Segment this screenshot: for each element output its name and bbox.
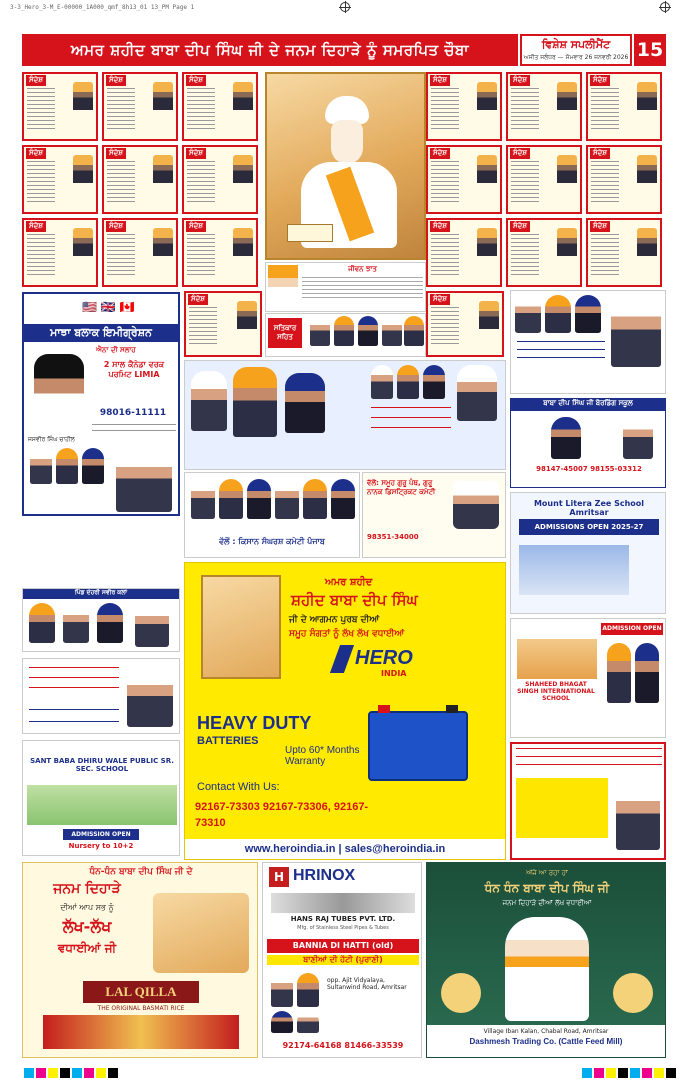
batteries-title: BATTERIES [197,735,259,747]
registration-mark-icon [340,2,350,12]
gurdwara-text: ਵੱਲੋਂ: ਸਮੂਹ ਗੁਰੂ ਪੰਥ, ਗੁਰੂ ਨਾਨਕ ਡਿਸਟ੍ਰਿਕਟ ਕਮੇਟੀ [367,479,436,496]
lalqilla-line3: ਦੀਆਂ ਆਪ ਸਭ ਨੂੰ [60,903,114,912]
dashmesh-footer [427,1025,665,1057]
greeting-label: ਸੰਦੇਸ਼ [510,148,530,159]
greeting-card [102,72,178,141]
dashmesh-portrait [505,917,589,1021]
supplement-badge [520,34,632,66]
dashmesh-top: ਅੱਜੇ ਆ ਰਹਾ ਹਾਂ [526,869,568,877]
admission-open-left[interactable]: ADMISSION OPEN [63,829,139,840]
kisan-committee-name: ਵੱਲੋਂ : ਕਿਸਾਨ ਸੰਘਰਸ਼ ਕਮੇਟੀ ਪੰਜਾਬ [219,537,325,546]
person-photo [637,228,657,256]
bio-mini-portrait [268,265,298,309]
right-greeting-ad [510,742,666,860]
person-photo [247,479,271,519]
students-image [27,785,177,825]
dashmesh-address: Village Iban Kalan, Chabal Road, Amritsar [483,1028,609,1035]
person-photo [607,643,631,703]
hans-raj-name: HANS RAJ TUBES PVT. LTD. [290,915,396,923]
portrait-book [287,224,333,242]
dashmesh-title: ਧੰਨ ਧੰਨ ਬਾਬਾ ਦੀਪ ਸਿੰਘ ਜੀ [484,881,610,895]
cmyk-swatch-icon [606,1068,616,1078]
person-photo [219,479,243,519]
bannia-phone: 92174-64168 81466-33539 [282,1041,404,1050]
admission-open-tag[interactable]: ADMISSION OPEN [601,623,663,635]
person-photo [479,301,499,329]
immigration-offer: 2 ਸਾਲ ਕੈਨੇਡਾ ਵਰਕ ਪਰਮਿਟ LIMIA [103,360,165,379]
baba-deep-singh-portrait [265,72,426,260]
immigration-phone: 98016-11111 [99,408,167,418]
greeting-label: ਸੰਦੇਸ਼ [430,148,450,159]
greeting-card [184,291,262,357]
dashmesh-logo-icon [613,973,653,1013]
print-slug-text: 3-3_Hero_3-M_E-00000_1A000_qmf_8h13_01 13_PM Page 1 [10,4,195,11]
lalqilla-brand: LAL QILLA [83,981,199,1003]
right-tribute-ad [510,290,666,394]
immigration-ad [22,292,180,516]
greeting-label: ਸੰਦੇਸ਼ [590,221,610,232]
hero-logo-sub: INDIA [381,669,407,678]
boarding-school-name: ਬਾਬਾ ਦੀਪ ਸਿੰਘ ਜੀ ਬੋਰਡਿੰਗ ਸਕੂਲ [511,399,665,411]
person-photo [153,155,173,183]
person-photo [616,780,660,850]
immigration-brand: ਮਾਝਾ ਬਲਾਕ ਇਮੀਗ੍ਰੇਸ਼ਨ [24,324,178,342]
greeting-card [426,72,502,141]
greeting-card [182,218,258,287]
greeting-label: ਸੰਦੇਸ਼ [186,75,206,86]
admissions-banner[interactable]: ADMISSIONS OPEN 2025-27 [519,519,659,535]
contact-label: Contact With Us: [197,781,280,793]
school-image [517,639,597,679]
steel-pipes-image [271,893,415,913]
person-photo [575,295,601,333]
tribute-photo-ad [184,360,506,470]
cmyk-swatch-icon [582,1068,592,1078]
greeting-card [102,218,178,287]
greeting-label: ਸੰਦੇਸ਼ [26,75,46,86]
person-photo [297,1011,319,1033]
person-photo [233,82,253,110]
lalqilla-line5: ਵਧਾਈਆਂ ਜੀ [57,941,117,955]
immigration-subtitle: ਐਨਾ ਦੀ ਸਲਾਹ [96,346,136,354]
cmyk-swatch-icon [36,1068,46,1078]
school-building-image [519,545,629,595]
bannia-name: BANNIA DI HATTI (old) [267,939,419,953]
greeting-yellow-panel [516,778,608,838]
greeting-card [102,145,178,214]
person-photo [233,367,277,437]
gurdwara-photo [453,481,499,529]
person-photo [358,316,378,346]
biography-box [265,262,426,312]
person-photo [30,448,52,484]
person-photo [515,295,541,333]
greeting-card [22,218,98,287]
supplement-date: ਅਜੀਤ ਜਲੰਧਰ — ਸੋਮਵਾਰ 26 ਜਨਵਰੀ 2026 [523,54,629,61]
hero-phones: 92167-73303 92167-73306, 92167-73310 [195,801,369,829]
greeting-label: ਸੰਦੇਸ਼ [510,75,530,86]
page-number: 15 [634,34,666,66]
bio-title: ਜੀਵਨ ਝਾਤ [348,265,377,273]
greeting-card [426,218,502,287]
greeting-label: ਸੰਦੇਸ਼ [430,294,450,305]
hrinox-logo-icon: H [269,867,289,887]
person-photo [477,82,497,110]
person-photo [191,371,227,431]
person-photo [310,316,330,346]
greeting-card [506,72,582,141]
warranty-text: Upto 60* Months Warranty [285,745,360,767]
person-photo [116,448,172,512]
greeting-card [426,145,502,214]
person-photo [477,155,497,183]
lalqilla-portrait [153,893,249,973]
village-ad [22,588,180,652]
cmyk-swatch-icon [96,1068,106,1078]
dashmesh-sub: ਜਨਮ ਦਿਹਾੜੇ ਦੀਆਂ ਲੱਖ ਵਧਾਈਆਂ [502,899,592,907]
person-photo [271,1011,293,1033]
hero-bolt-icon [330,645,354,673]
person-photo [56,448,78,484]
hrinox-bannia-ad [262,862,422,1058]
nursery-range: Nursery to 10+2 [68,842,134,850]
greeting-label: ਸੰਦੇਸ਼ [510,221,530,232]
greeting-card [586,145,662,214]
person-photo [63,603,89,643]
person-photo [237,301,257,329]
hans-raj-tag: Mfg. of Stainless Steel Pipes & Tubes [297,925,389,931]
boarding-school-phones: 98147-45007 98155-03312 [536,465,642,473]
person-photo [153,228,173,256]
hero-banner-line2: ਜੀ ਦੇ ਆਗਮਨ ਪੁਰਬ ਦੀਆਂ [289,615,380,625]
person-photo [611,295,661,367]
immigration-agent-photo [34,354,84,430]
person-photo [623,417,653,459]
greeting-card [22,145,98,214]
person-photo [457,365,497,421]
person-photo [334,316,354,346]
school-left-name: SANT BABA DHIRU WALE PUBLIC SR. SEC. SCHOOL [30,757,174,773]
cmyk-swatch-icon [654,1068,664,1078]
heavy-duty-title: HEAVY DUTY [197,713,312,733]
lalqilla-line2: ਜਨਮ ਦਿਹਾੜੇ [53,881,121,897]
shaheed-bhagat-name: SHAHEED BHAGAT SINGH INTERNATIONAL SCHOOL [517,681,595,702]
mount-litera-name: Mount Litera Zee School Amritsar [533,499,645,517]
person-photo [233,228,253,256]
greeting-label: ਸੰਦੇਸ਼ [106,221,126,232]
person-photo [135,603,169,647]
cmyk-swatch-icon [108,1068,118,1078]
supplement-label: ਵਿਸ਼ੇਸ਼ ਸਪਲੀਮੈਂਟ [541,38,611,51]
hero-banner-name: ਸ਼ਹੀਦ ਬਾਬਾ ਦੀਪ ਸਿੰਘ [291,591,418,609]
person-photo [97,603,123,643]
greeting-label: ਸੰਦੇਸ਼ [590,75,610,86]
cmyk-swatch-icon [618,1068,628,1078]
person-photo [371,365,393,399]
greeting-label: ਸੰਦੇਸ਼ [26,148,46,159]
lalqilla-line4: ਲੱਖ-ਲੱਖ [62,917,112,936]
person-photo [404,316,424,346]
dashmesh-logo-icon [441,973,481,1013]
greeting-card [506,145,582,214]
person-photo [477,228,497,256]
greeting-label: ਸੰਦੇਸ਼ [430,221,450,232]
immigration-agent-name: ਜਸਵੀਰ ਸਿੰਘ ਚਾਹੀਲ [28,436,75,443]
person-photo [303,479,327,519]
hero-banner-line3: ਸਮੂਹ ਸੰਗਤਾਂ ਨੂੰ ਲੱਖ ਲੱਖ ਵਧਾਈਆਂ [289,629,405,639]
greeting-label: ਸੰਦੇਸ਼ [188,294,208,305]
person-photo [153,82,173,110]
person-photo [423,365,445,399]
hero-web[interactable]: www.heroindia.in | sales@heroindia.in [185,839,505,859]
greeting-label: ਸੰਦੇਸ਼ [106,148,126,159]
greeting-label: ਸੰਦੇਸ਼ [590,148,610,159]
kisan-committee-ad [184,472,360,558]
sahib-label: ਸਤਿਕਾਰ ਸਹਿਤ [268,318,302,348]
shaheed-bhagat-school-ad [510,618,666,738]
sahib-strip [265,313,426,357]
person-photo [73,82,93,110]
person-photo [635,643,659,703]
hrinox-name: HRINOX [293,867,356,884]
cmyk-swatch-icon [60,1068,70,1078]
cmyk-swatch-icon [642,1068,652,1078]
left-greeting-ad [22,658,180,734]
person-photo [557,82,577,110]
greeting-card [586,218,662,287]
battery-icon [368,711,468,781]
greeting-card [586,72,662,141]
person-photo [73,228,93,256]
greeting-card [426,291,504,357]
person-photo [191,479,215,519]
greeting-card [182,72,258,141]
person-photo [73,155,93,183]
person-photo [233,155,253,183]
cmyk-swatch-icon [84,1068,94,1078]
dashmesh-ad [426,862,666,1058]
rice-packs-image [43,1015,239,1049]
greeting-label: ਸੰਦੇਸ਼ [26,221,46,232]
gurdwara-ad [362,472,506,558]
person-photo [271,973,293,1007]
dashmesh-name: Dashmesh Trading Co. (Cattle Feed Mill) [469,1037,623,1046]
bannia-address: opp. Ajit Vidyalaya, Sultanwind Road, Amritsar [327,977,407,991]
person-photo [82,448,104,484]
hero-ad-portrait [201,575,281,679]
cmyk-swatch-icon [48,1068,58,1078]
cmyk-swatch-icon [630,1068,640,1078]
greeting-label: ਸੰਦੇਸ਼ [106,75,126,86]
person-photo [637,155,657,183]
gurdwara-phone: 98351-34000 [367,533,419,541]
greeting-card [182,145,258,214]
cmyk-swatch-icon [594,1068,604,1078]
person-photo [382,316,402,346]
greeting-card [506,218,582,287]
lal-qilla-ad [22,862,258,1058]
lalqilla-line1: ਧੰਨ-ਧੰਨ ਬਾਬਾ ਦੀਪ ਸਿੰਘ ਜੀ ਦੇ [89,867,193,877]
person-photo [551,417,581,459]
greeting-label: ਸੰਦੇਸ਼ [186,148,206,159]
cmyk-swatch-icon [72,1068,82,1078]
person-photo [29,603,55,643]
person-photo [331,479,355,519]
person-photo [127,667,173,727]
person-photo [557,155,577,183]
person-photo [285,373,325,433]
page-header [22,34,518,66]
lalqilla-tag: THE ORIGINAL BASMATI RICE [97,1005,185,1012]
page-title: ਅਮਰ ਸ਼ਹੀਦ ਬਾਬਾ ਦੀਪ ਸਿੰਘ ਜੀ ਦੇ ਜਨਮ ਦਿਹਾੜੇ ਨੂੰ ਸਮਰਪਿਤ ਚੌਬਾ [70,41,470,59]
cmyk-swatch-icon [24,1068,34,1078]
person-photo [545,295,571,333]
greeting-label: ਸੰਦੇਸ਼ [430,75,450,86]
person-photo [275,479,299,519]
hero-logo: HERO [355,647,413,669]
flag-icon: 🇺🇸 🇬🇧 🇨🇦 [82,300,135,314]
greeting-card [22,72,98,141]
boarding-school-ad [510,398,666,488]
cmyk-swatch-icon [666,1068,676,1078]
person-photo [637,82,657,110]
mount-litera-ad [510,492,666,614]
greeting-label: ਸੰਦੇਸ਼ [186,221,206,232]
person-photo [297,973,319,1007]
registration-mark-icon [660,2,670,12]
person-photo [557,228,577,256]
hero-banner-top: ਅਮਰ ਸ਼ਹੀਦ [325,577,373,588]
bannia-sub: ਬਾਣੀਆਂ ਦੀ ਹੱਟੀ (ਪੁਰਾਣੀ) [267,955,419,965]
person-photo [397,365,419,399]
sant-baba-school-ad [22,740,180,856]
portrait-face [331,120,363,164]
village-name: ਪਿੰਡ ਦੇਹਰੀ ਸਵੀਰ ਕਲਾਂ [23,589,179,599]
